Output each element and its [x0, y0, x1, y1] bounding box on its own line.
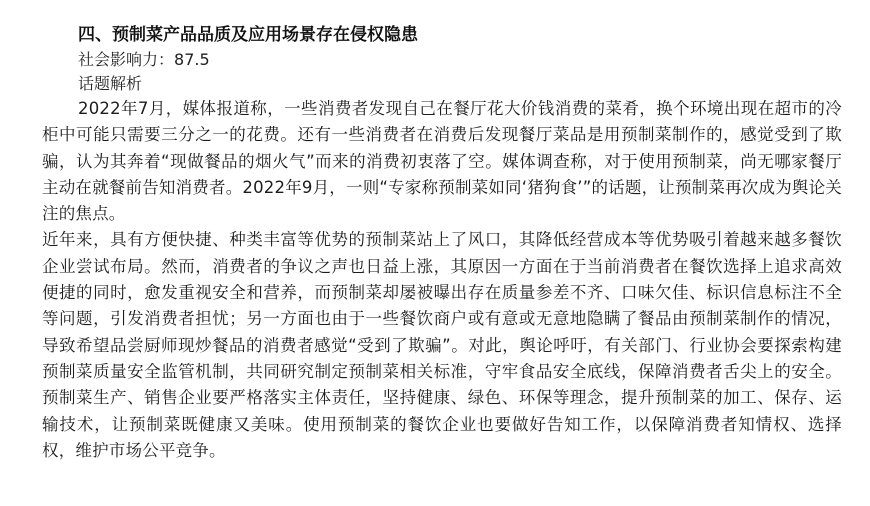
topic-analysis-label: 话题解析 — [78, 74, 143, 93]
social-impact-label: 社会影响力： — [78, 50, 175, 69]
section-heading: 四、预制菜产品品质及应用场景存在侵权隐患 — [78, 25, 418, 45]
document-body — [42, 22, 842, 464]
paragraph-background: 2022年7月，媒体报道称，一些消费者发现自己在餐厅花大价钱消费的菜肴，换个环境出现在超市的冷柜中可能只需要三分之一的花费。还有一些消费者在消费后发现餐厅菜品是用预制菜制作的，感觉受到了欺骗，认为其奔着“现做餐品的烟火气”而来的消费初衷落了空。媒体调查称，对于使用预制菜，尚无哪家餐厅主动在就餐前告知消费者。2022年9月，一则“专家称预制菜如同‘猪狗食’”的话题，让预制菜再次成为舆论关注的焦点。 — [42, 99, 842, 224]
social-impact-line — [42, 48, 842, 72]
paragraph-analysis: 近年来，具有方便快捷、种类丰富等优势的预制菜站上了风口，其降低经营成本等优势吸引着越来越多餐饮企业尝试布局。然而，消费者的争议之声也日益上涨，其原因一方面在于当前消费者在餐饮选择上追求高效便捷的同时，愈发重视安全和营养，而预制菜却屡被曝出存在质量参差不齐、口味欠佳、标识信息标注不全等问题，引发消费者担忧；另一方面也由于一些餐饮商户或有意或无意地隐瞒了餐品由预制菜制作的情况，导致希望品尝厨师现炒餐品的消费者感觉“受到了欺骗”。对此，舆论呼吁，有关部门、行业协会要探索构建预制菜质量安全监管机制，共同研究制定预制菜相关标准，守牢食品安全底线，保障消费者舌尖上的安全。预制菜生产、销售企业要严格落实主体责任，坚持健康、绿色、环保等理念，提升预制菜的加工、保存、运输技术，让预制菜既健康又美味。使用预制菜的餐饮企业也要做好告知工作，以保障消费者知情权、选择权，维护市场公平竞争。 — [42, 230, 842, 460]
social-impact-value: 87.5 — [174, 50, 210, 69]
